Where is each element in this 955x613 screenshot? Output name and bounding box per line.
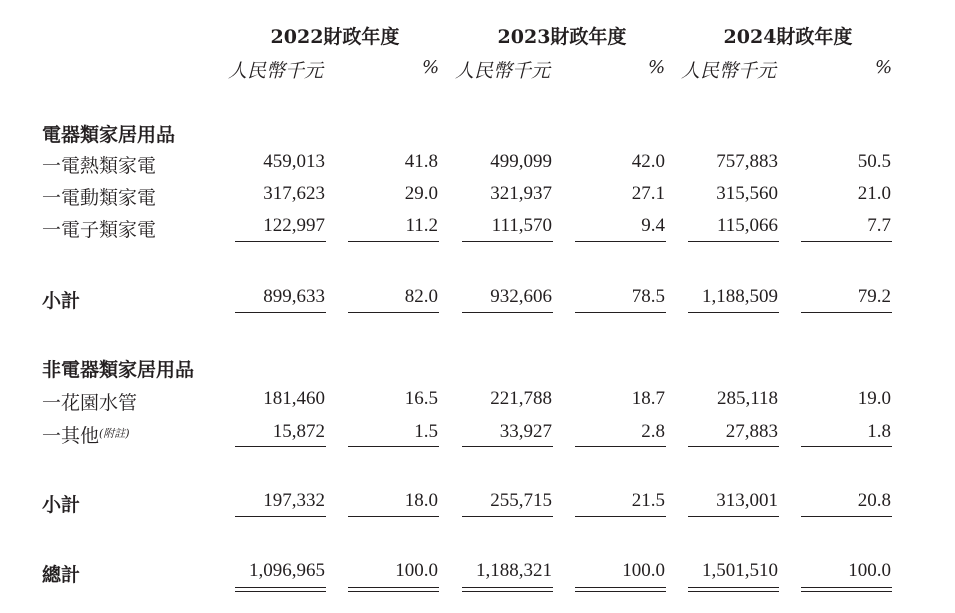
subtotal-value: 899,633 — [263, 286, 325, 307]
value-cell: 16.5 — [404, 388, 438, 409]
value-cell: 115,066 — [716, 215, 778, 236]
value-cell: 757,883 — [716, 151, 778, 172]
subtotal-value: 18.0 — [404, 490, 438, 511]
value-cell: 321,937 — [490, 183, 552, 204]
value-cell: 27,883 — [725, 421, 778, 442]
value-cell: 42.0 — [631, 151, 665, 172]
column-rule — [235, 516, 326, 517]
value-cell: 1.5 — [414, 421, 438, 442]
total-value: 100.0 — [395, 560, 438, 581]
subtotal-value: 21.5 — [631, 490, 665, 511]
column-rule — [348, 446, 439, 447]
value-cell: 50.5 — [857, 151, 891, 172]
column-rule — [801, 446, 892, 447]
column-rule — [462, 446, 553, 447]
subtotal-value: 82.0 — [404, 286, 438, 307]
value-cell: 27.1 — [631, 183, 665, 204]
column-rule — [801, 312, 892, 313]
column-rule — [575, 312, 666, 313]
column-rule — [235, 241, 326, 242]
unit-label-2022: 人民幣千元 — [228, 60, 324, 82]
subtotal-value: 20.8 — [857, 490, 891, 511]
year-header-2023: 2023財政年度 — [497, 26, 627, 48]
column-rule — [575, 516, 666, 517]
column-rule — [688, 516, 779, 517]
value-cell: 1.8 — [867, 421, 891, 442]
column-rule — [575, 446, 666, 447]
double-rule — [235, 587, 326, 592]
value-cell: 9.4 — [641, 215, 665, 236]
total-value: 1,501,510 — [702, 560, 778, 581]
value-cell: 122,997 — [263, 215, 325, 236]
column-rule — [688, 312, 779, 313]
pct-label-2022: % — [422, 57, 440, 78]
value-cell: 499,099 — [490, 151, 552, 172]
total-value: 1,188,321 — [476, 560, 552, 581]
column-rule — [348, 241, 439, 242]
total-value: 100.0 — [622, 560, 665, 581]
row-label: 一電熱類家電 — [42, 155, 157, 177]
column-rule — [801, 516, 892, 517]
double-rule — [462, 587, 553, 592]
section-title-electrical: 電器類家居用品 — [42, 124, 176, 146]
value-cell: 41.8 — [404, 151, 438, 172]
subtotal-label: 小計 — [42, 494, 81, 516]
column-rule — [462, 312, 553, 313]
double-rule — [801, 587, 892, 592]
value-cell: 18.7 — [631, 388, 665, 409]
value-cell: 33,927 — [499, 421, 552, 442]
double-rule — [688, 587, 779, 592]
value-cell: 459,013 — [263, 151, 325, 172]
subtotal-value: 932,606 — [490, 286, 552, 307]
value-cell: 317,623 — [263, 183, 325, 204]
pct-label-2024: % — [875, 57, 893, 78]
value-cell: 11.2 — [405, 215, 438, 236]
value-cell: 29.0 — [404, 183, 438, 204]
subtotal-value: 79.2 — [857, 286, 891, 307]
row-label: 一電子類家電 — [42, 219, 157, 241]
unit-label-2024: 人民幣千元 — [681, 60, 777, 82]
value-cell: 7.7 — [867, 215, 891, 236]
column-rule — [235, 446, 326, 447]
total-value: 1,096,965 — [249, 560, 325, 581]
double-rule — [348, 587, 439, 592]
value-cell: 2.8 — [641, 421, 665, 442]
column-rule — [462, 241, 553, 242]
row-label: 一電動類家電 — [42, 187, 157, 209]
year-header-2024: 2024財政年度 — [723, 26, 853, 48]
value-cell: 15,872 — [272, 421, 325, 442]
total-label: 總計 — [42, 564, 81, 586]
unit-label-2023: 人民幣千元 — [455, 60, 551, 82]
value-cell: 21.0 — [857, 183, 891, 204]
row-label: 一花園水管 — [42, 392, 138, 414]
column-rule — [235, 312, 326, 313]
subtotal-label: 小計 — [42, 290, 81, 312]
double-rule — [575, 587, 666, 592]
column-rule — [348, 516, 439, 517]
pct-label-2023: % — [648, 57, 666, 78]
section-title-non-electrical: 非電器類家居用品 — [42, 359, 195, 381]
value-cell: 315,560 — [716, 183, 778, 204]
footnote-marker: (附註) — [99, 427, 130, 440]
column-rule — [575, 241, 666, 242]
subtotal-value: 78.5 — [631, 286, 665, 307]
column-rule — [348, 312, 439, 313]
total-value: 100.0 — [848, 560, 891, 581]
value-cell: 221,788 — [490, 388, 552, 409]
row-label-other — [42, 421, 130, 448]
column-rule — [688, 446, 779, 447]
column-rule — [801, 241, 892, 242]
subtotal-value: 255,715 — [490, 490, 552, 511]
value-cell: 19.0 — [857, 388, 891, 409]
year-header-2022: 2022財政年度 — [270, 26, 400, 48]
value-cell: 111,570 — [491, 215, 552, 236]
column-rule — [688, 241, 779, 242]
subtotal-value: 197,332 — [263, 490, 325, 511]
subtotal-value: 1,188,509 — [702, 286, 778, 307]
value-cell: 181,460 — [263, 388, 325, 409]
value-cell: 285,118 — [716, 388, 778, 409]
row-label: 一其他 — [42, 425, 100, 447]
column-rule — [462, 516, 553, 517]
subtotal-value: 313,001 — [716, 490, 778, 511]
